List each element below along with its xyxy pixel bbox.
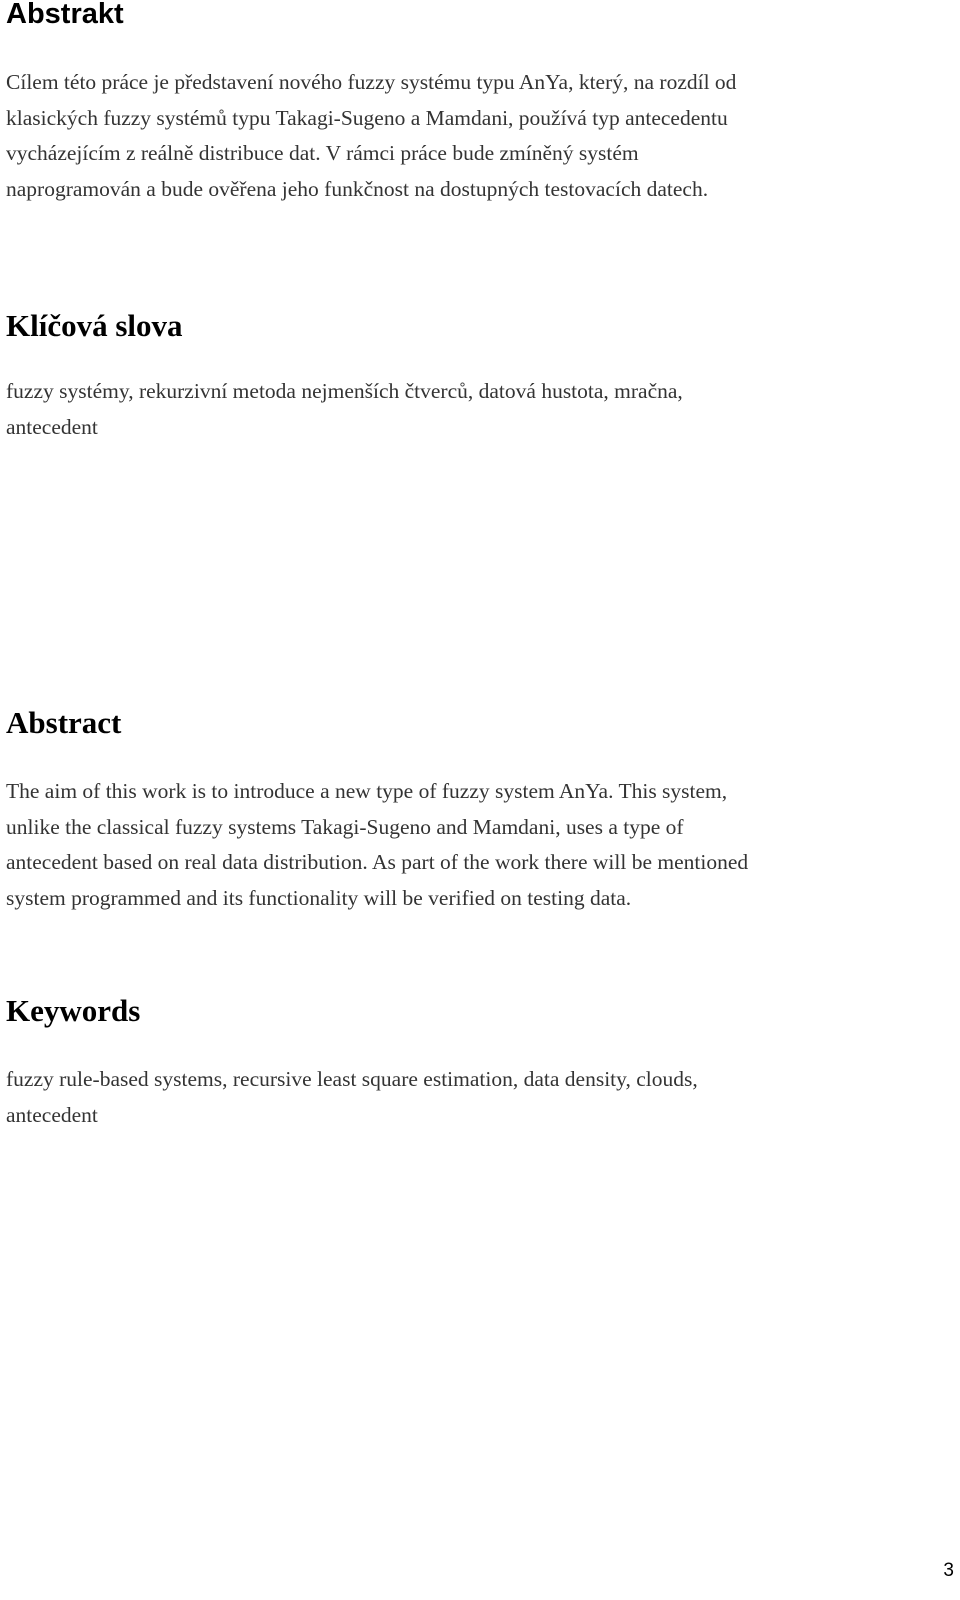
czech-abstract-text (6, 65, 916, 207)
page-number: 3 (943, 1560, 954, 1581)
czech-abstract-heading: Abstrakt (6, 0, 124, 30)
english-keywords-text (6, 1062, 916, 1133)
czech-abstract-line: naprogramován a bude ověřena jeho funkčnost na dostupných testovacích datech. (6, 176, 709, 201)
czech-abstract-line: Cílem této práce je představení nového fuzzy systému typu AnYa, který, na rozdíl od (6, 70, 737, 94)
english-keywords-line: antecedent (6, 1102, 98, 1127)
english-keywords-line: fuzzy rule-based systems, recursive least square estimation, data density, clouds, (6, 1067, 698, 1091)
czech-keywords-heading: Klíčová slova (6, 308, 183, 343)
czech-keywords-text (6, 374, 916, 445)
english-keywords-heading: Keywords (6, 993, 141, 1028)
czech-keywords-line: antecedent (6, 414, 98, 439)
english-abstract-line: The aim of this work is to introduce a new type of fuzzy system AnYa. This system, (6, 779, 728, 803)
english-abstract-heading: Abstract (6, 705, 122, 740)
english-abstract-text (6, 774, 916, 916)
czech-keywords-line: fuzzy systémy, rekurzivní metoda nejmenších čtverců, datová hustota, mračna, (6, 379, 683, 403)
english-abstract-line: antecedent based on real data distribution. As part of the work there will be mentioned (6, 850, 749, 874)
english-abstract-line: system programmed and its functionality will be verified on testing data. (6, 885, 632, 910)
english-abstract-line: unlike the classical fuzzy systems Takagi-Sugeno and Mamdani, uses a type of (6, 814, 684, 839)
czech-abstract-line: vycházejícím z reálně distribuce dat. V rámci práce bude zmíněný systém (6, 141, 639, 165)
czech-abstract-line: klasických fuzzy systémů typu Takagi-Sugeno a Mamdani, používá typ antecedentu (6, 105, 728, 130)
